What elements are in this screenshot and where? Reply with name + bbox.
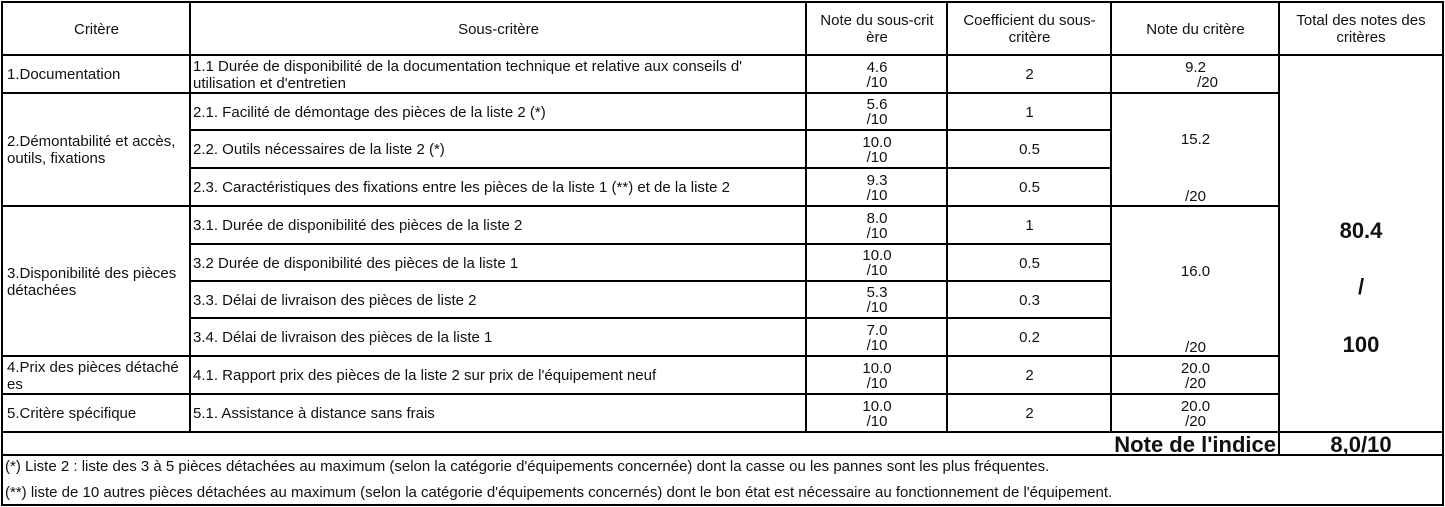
criterion-4-l2: es	[7, 375, 23, 393]
coef-5-1	[948, 395, 1111, 432]
criterion-3	[3, 207, 190, 356]
note-2-2-value: 10.0	[862, 133, 892, 151]
subcriterion-3-3	[191, 282, 806, 318]
subcriterion-4-1	[191, 357, 806, 394]
subcriterion-2-3-text: 2.3. Caractéristiques des fixations entre les pièces de la liste 1 (**) et de la liste 2	[193, 179, 730, 196]
subcriterion-5-1	[191, 395, 806, 432]
header-critere-text: Critère	[73, 20, 119, 38]
note-3-2-value: 10.0	[862, 247, 892, 264]
coef-3-4-value: 0.2	[1019, 329, 1040, 346]
note-2-3-max: /10	[866, 186, 888, 204]
index-value	[1280, 433, 1442, 455]
note-3-3-value: 5.3	[866, 284, 888, 301]
total-score	[1280, 56, 1442, 432]
note-3-1	[807, 207, 947, 244]
subcriterion-3-2-text: 3.2 Durée de disponibilité des pièces de la liste 1	[193, 254, 519, 272]
subcriterion-2-1	[191, 94, 806, 130]
index-label-text: Note de l'indice	[1114, 431, 1276, 457]
coef-1-1-value: 2	[1025, 66, 1034, 83]
note-2-1	[807, 94, 947, 130]
note-2-3	[807, 169, 947, 206]
subcriterion-1-1-l1: 1.1 Durée de disponibilité de la documentation technique et relative aux conseils d'	[193, 57, 743, 75]
footnote-1	[5, 458, 1435, 476]
header-total-l1: Total des notes des	[1296, 12, 1426, 29]
coef-2-3	[948, 169, 1111, 206]
coef-3-2	[948, 245, 1111, 281]
criterion-4	[3, 357, 190, 394]
total-score-slash: /	[1357, 274, 1365, 299]
criterion-2-score-max: /20	[1185, 188, 1206, 205]
note-3-4-max: /10	[866, 336, 888, 354]
subcriterion-3-4	[191, 319, 806, 356]
footnote-1-text: (*) Liste 2 : liste des 3 à 5 pièces détachées au maximum (selon la catégorie d'équipements concernée) dont la casse ou les pannes sont les plus fréquentes.	[5, 458, 1050, 475]
note-2-2-max: /10	[866, 148, 888, 166]
header-critere	[3, 3, 190, 55]
footnote-2	[5, 484, 1435, 502]
criterion-5-l1: 5.Critère spécifique	[7, 405, 137, 422]
header-note-critere-text: Note du critère	[1146, 20, 1245, 38]
note-5-1-value: 10.0	[862, 397, 892, 415]
coef-2-2-value: 0.5	[1019, 141, 1040, 158]
coef-4-1	[948, 357, 1111, 394]
index-label	[3, 433, 1278, 455]
note-3-1-max: /10	[866, 224, 888, 242]
index-value-text: 8,0/10	[1330, 431, 1392, 457]
subcriterion-4-1-text: 4.1. Rapport prix des pièces de la liste 2 sur prix de l'équipement neuf	[193, 367, 657, 384]
footnote-2-text: (**) liste de 10 autres pièces détachées au maximum (selon la catégorie d'équipements concernés) dont le bon état est nécessaire au fonctionnement de l'équipement.	[5, 484, 1113, 501]
subcriterion-1-1-l2: utilisation et d'entretien	[193, 74, 346, 92]
coef-4-1-value: 2	[1025, 367, 1034, 384]
subcriterion-3-4-text: 3.4. Délai de livraison des pièces de la liste 1	[193, 329, 493, 346]
coef-3-4	[948, 319, 1111, 356]
subcriterion-1-1	[191, 56, 806, 93]
note-2-1-max: /10	[866, 111, 888, 128]
header-note-critere	[1112, 3, 1279, 55]
coef-2-2	[948, 131, 1111, 168]
criterion-5-score-value: 20.0	[1180, 397, 1211, 415]
coef-2-1-value: 1	[1025, 103, 1034, 121]
coef-3-3	[948, 282, 1111, 318]
coef-1-1	[948, 56, 1111, 93]
note-4-1-max: /10	[866, 374, 888, 392]
header-note-sous-critere-l2: ère	[866, 29, 888, 46]
note-1-1	[807, 56, 947, 93]
note-2-2	[807, 131, 947, 168]
header-coefficient-l2: critère	[1008, 29, 1051, 46]
header-coefficient	[948, 3, 1111, 55]
note-2-3-value: 9.3	[866, 171, 888, 189]
coef-3-2-value: 0.5	[1019, 254, 1040, 272]
subcriterion-3-2	[191, 245, 806, 281]
note-5-1-max: /10	[866, 412, 888, 430]
criterion-1-score-value: 9.2	[1185, 58, 1206, 76]
subcriterion-2-2	[191, 131, 806, 168]
subcriterion-3-1-text: 3.1. Durée de disponibilité des pièces de la liste 2	[193, 217, 523, 234]
coef-3-1-value: 1	[1025, 217, 1034, 234]
note-5-1	[807, 395, 947, 432]
note-3-2	[807, 245, 947, 281]
note-3-3-max: /10	[866, 299, 888, 316]
total-score-value: 80.4	[1339, 218, 1383, 243]
note-3-1-value: 8.0	[866, 209, 888, 227]
criterion-2-score-value: 15.2	[1180, 131, 1211, 148]
criterion-3-score	[1112, 207, 1279, 356]
criterion-4-score	[1112, 357, 1279, 394]
header-total-l2: critères	[1336, 29, 1386, 46]
note-3-4	[807, 319, 947, 356]
criterion-3-score-value: 16.0	[1180, 263, 1211, 280]
note-4-1-value: 10.0	[862, 359, 892, 377]
criterion-5	[3, 395, 190, 432]
criterion-2-l2: outils, fixations	[7, 150, 106, 167]
criterion-4-score-value: 20.0	[1180, 359, 1211, 377]
note-1-1-value: 4.6	[866, 58, 888, 76]
criterion-3-score-max: /20	[1185, 339, 1206, 356]
note-3-2-max: /10	[866, 262, 888, 279]
header-sous-critere	[191, 3, 806, 55]
header-sous-critere-text: Sous-critère	[458, 20, 539, 38]
coef-3-3-value: 0.3	[1019, 291, 1040, 309]
header-note-sous-critere	[807, 3, 947, 55]
criterion-4-score-max: /20	[1185, 374, 1206, 392]
header-note-sous-critere-l1: Note du sous-crit	[820, 12, 934, 29]
criterion-2-score	[1112, 94, 1279, 206]
coef-2-3-value: 0.5	[1019, 179, 1040, 196]
subcriterion-2-1-text: 2.1. Facilité de démontage des pièces de la liste 2 (*)	[193, 103, 546, 121]
criterion-1-score-max: /20	[1197, 73, 1218, 91]
criterion-3-l1: 3.Disponibilité des pièces	[7, 264, 177, 282]
criterion-4-l1: 4.Prix des pièces détaché	[7, 358, 179, 376]
subcriterion-2-3	[191, 169, 806, 206]
header-total	[1280, 3, 1442, 55]
coef-5-1-value: 2	[1025, 405, 1034, 422]
header-coefficient-l1: Coefficient du sous-	[963, 12, 1096, 29]
coef-3-1	[948, 207, 1111, 244]
subcriterion-3-3-text: 3.3. Délai de livraison des pièces de liste 2	[193, 291, 477, 309]
note-1-1-max: /10	[866, 73, 888, 91]
criterion-1-score	[1112, 56, 1279, 93]
criterion-3-l2: détachées	[7, 281, 77, 299]
note-3-4-value: 7.0	[866, 321, 888, 339]
note-2-1-value: 5.6	[866, 96, 888, 113]
criterion-5-score-max: /20	[1185, 412, 1206, 430]
note-4-1	[807, 357, 947, 394]
criterion-2	[3, 94, 190, 206]
criterion-2-l1: 2.Démontabilité et accès,	[7, 133, 176, 150]
subcriterion-2-2-text: 2.2. Outils nécessaires de la liste 2 (*)	[193, 141, 445, 158]
coef-2-1	[948, 94, 1111, 130]
subcriterion-5-1-text: 5.1. Assistance à distance sans frais	[193, 405, 435, 422]
total-score-max: 100	[1342, 332, 1380, 357]
note-3-3	[807, 282, 947, 318]
criterion-5-score	[1112, 395, 1279, 432]
criterion-1	[3, 56, 190, 93]
subcriterion-3-1	[191, 207, 806, 244]
criterion-1-l1: 1.Documentation	[7, 66, 121, 83]
